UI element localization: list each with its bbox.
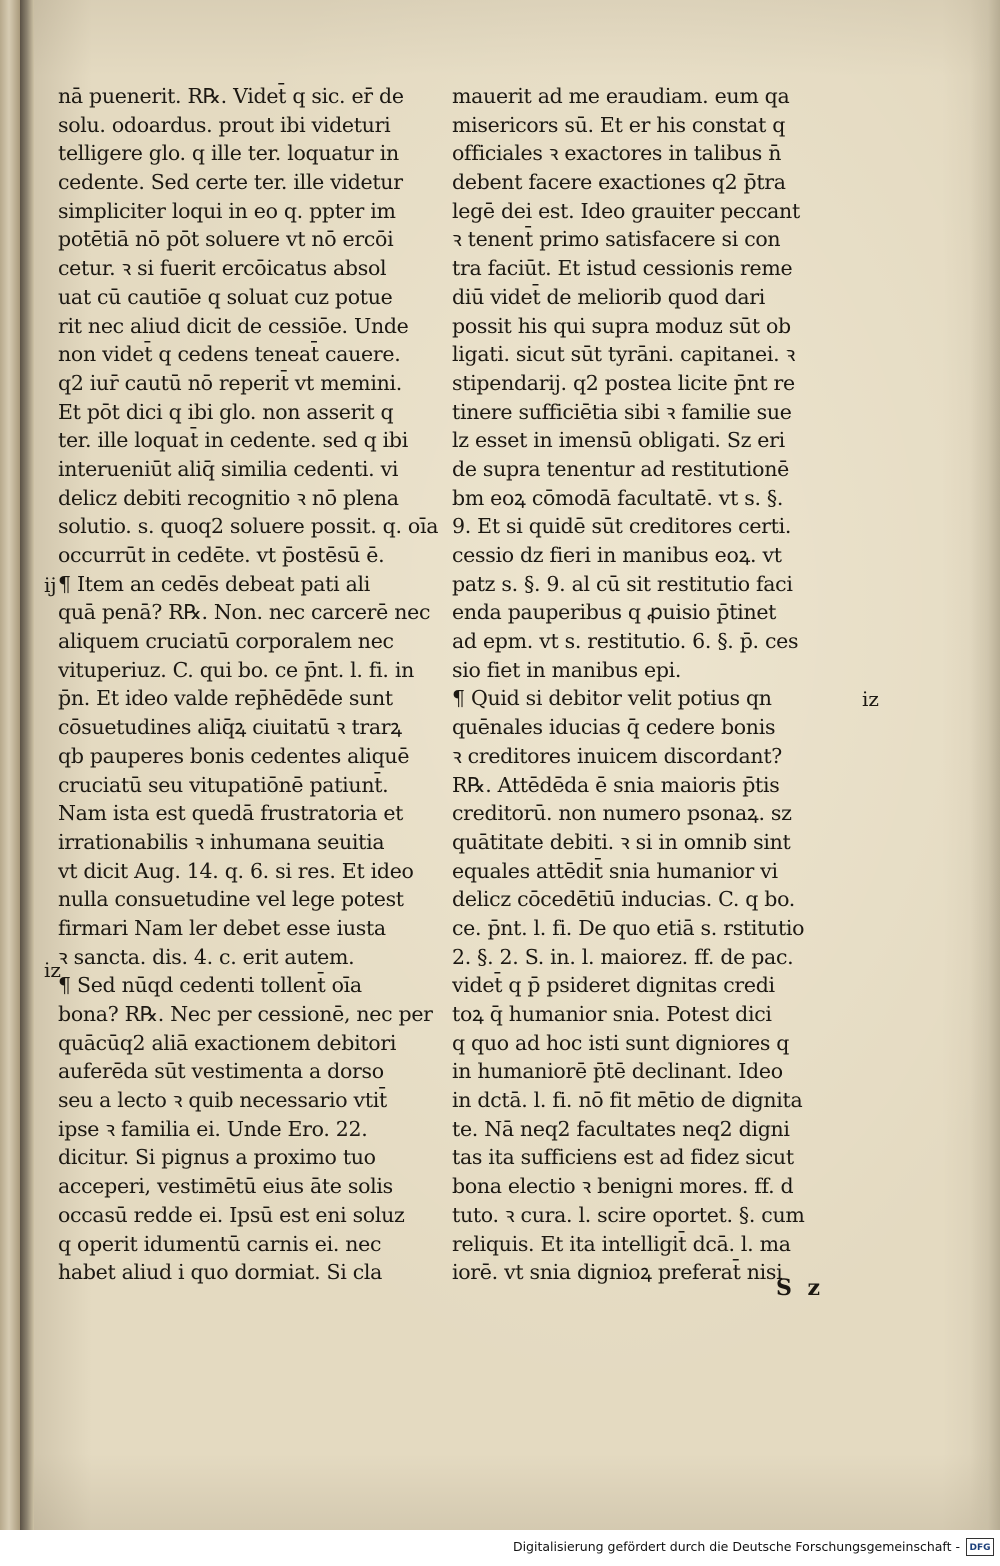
text-line: quātitate debiti. ꝛ si in omnib sint	[452, 829, 791, 854]
text-line: interueniūt aliq̄ similia cedenti. vi	[58, 456, 399, 481]
dfg-logo-icon: DFG	[966, 1538, 994, 1556]
text-line: quā penā? R℞. Non. nec carcerē nec	[58, 600, 431, 625]
book-gutter	[20, 0, 34, 1530]
text-line: in humaniorē p̄tē declinant. Ideo	[452, 1059, 783, 1084]
text-line: bona electio ꝛ benigni mores. ff. d	[452, 1174, 794, 1199]
text-line: ter. ille loquat̄ in cedente. sed q ibi	[58, 428, 408, 453]
text-line: toꝝ q̄ humanior snia. Potest dici	[452, 1002, 772, 1026]
text-line: vituperiuz. C. qui bo. ce p̄nt. l. fi. in	[58, 657, 414, 682]
text-line: ipse ꝛ familia ei. Unde Ero. 22.	[58, 1116, 368, 1141]
text-line: 2. §. 2. S. in. l. maiorez. ff. de pac.	[452, 944, 794, 969]
text-line: 9. Et si quidē sūt creditores certi.	[452, 514, 792, 539]
text-line: ligati. sicut sūt tyrāni. capitanei. ꝛ	[452, 342, 795, 367]
text-line: creditorū. non numero psonaꝝ. sz	[452, 801, 792, 826]
text-line: cessio dz fieri in manibus eoꝝ. vt	[452, 543, 782, 567]
text-line: Et pōt dici q ibi glo. non asserit q	[58, 399, 394, 424]
text-line: nā puenerit. R℞. Videt̄ q sic. er̄ de	[58, 84, 404, 108]
text-line: ¶ Item an cedēs debeat pati ali	[58, 571, 371, 596]
marginal-number-left-11: ij	[44, 573, 57, 597]
text-line: R℞. Attēdēda ē snia maioris p̄tis	[452, 772, 780, 797]
text-line: cetur. ꝛ si fuerit ercōicatus absol	[58, 256, 387, 281]
text-line: iorē. vt snia dignioꝝ preferat̄ nisi	[452, 1260, 783, 1285]
text-line: ꝛ tenent̄ primo satisfacere si con	[452, 227, 781, 252]
text-line: auferēda sūt vestimenta a dorso	[58, 1059, 384, 1084]
text-line: vt dicit Aug. 14. q. 6. si res. Et ideo	[58, 858, 414, 883]
text-line: rit nec aliud dicit de cessiōe. Unde	[58, 313, 409, 338]
funding-credit: Digitalisierung gefördert durch die Deutsche Forschungsgemeinschaft -	[512, 1539, 960, 1554]
text-line: sio fiet in manibus epi.	[452, 657, 682, 682]
text-line: ¶ Sed nūqd cedenti tollent̄ oīa	[58, 973, 362, 998]
text-line: delicz debiti recognitio ꝛ nō plena	[58, 485, 399, 510]
text-line: ce. p̄nt. l. fi. De quo etiā s. rstitutio	[452, 915, 805, 940]
text-line: solutio. s. quoq2 soluere possit. q. oīa	[58, 514, 438, 539]
text-line: qb pauperes bonis cedentes aliquē	[58, 743, 410, 768]
text-line: reliquis. Et ita intelligit̄ dcā. l. ma	[452, 1231, 791, 1256]
text-line: tinere sufficiētia sibi ꝛ familie sue	[452, 399, 792, 424]
text-line: de supra tenentur ad restitutionē	[452, 456, 789, 481]
text-line: enda pauperibus q ꝓuisio p̄tinet	[452, 600, 777, 625]
text-line: ꝛ creditores inuicem discordant?	[452, 743, 782, 768]
marginal-number-left-12: iz	[44, 958, 61, 982]
text-line: occurrūt in cedēte. vt p̄ostēsū ē.	[58, 543, 385, 567]
text-line: debent facere exactiones q2 p̄tra	[452, 170, 786, 195]
text-line: ꝛ sancta. dis. 4. c. erit autem.	[58, 944, 355, 969]
text-line: ¶ Quid si debitor velit potius qn	[452, 686, 772, 711]
text-line: te. Nā neq2 facultates neq2 digni	[452, 1116, 790, 1141]
text-line: simpliciter loqui in eo q. ppter im	[58, 198, 396, 223]
text-line: firmari Nam ler debet esse iusta	[58, 915, 386, 940]
footer-bar	[0, 1530, 1000, 1566]
text-line: telligere glo. q ille ter. loquatur in	[58, 141, 399, 166]
marginal-number-right-13: iz	[862, 687, 879, 711]
text-line: tuto. ꝛ cura. l. scire oportet. §. cum	[452, 1202, 805, 1227]
text-line: non videt̄ q cedens teneat̄ cauere.	[58, 342, 401, 367]
text-line: quēnales iducias q̄ cedere bonis	[452, 715, 776, 740]
text-line: tra faciūt. Et istud cessionis reme	[452, 256, 793, 281]
page-fore-edge	[970, 0, 1000, 1530]
text-line: occasū redde ei. Ipsū est eni soluz	[58, 1202, 405, 1227]
text-line: tas ita sufficiens est ad fidez sicut	[452, 1145, 794, 1170]
text-line: quācūq2 aliā exactionem debitori	[58, 1030, 397, 1055]
text-line: habet aliud i quo dormiat. Si cla	[58, 1260, 383, 1285]
text-line: misericors sū. Et er his constat q	[452, 112, 786, 137]
text-line: seu a lecto ꝛ quib necessario vtit̄	[58, 1088, 387, 1113]
text-line: equales attēdit̄ snia humanior vi	[452, 858, 778, 883]
text-line: patz s. §. 9. al cū sit restitutio faci	[452, 571, 793, 596]
text-line: p̄n. Et ideo valde rep̄hēdēde sunt	[58, 686, 393, 711]
text-line: ad epm. vt s. restitutio. 6. §. p̄. ces	[452, 629, 799, 654]
text-line: cedente. Sed certe ter. ille videtur	[58, 170, 403, 195]
text-line: q quo ad hoc isti sunt digniores q	[452, 1030, 790, 1055]
text-line: irrationabilis ꝛ inhumana seuitia	[58, 829, 385, 854]
text-line: lz esset in imensū obligati. Sz eri	[452, 428, 785, 453]
text-line: acceperi, vestimētū eius āte solis	[58, 1174, 393, 1199]
text-line: bona? R℞. Nec per cessionē, nec per	[58, 1002, 433, 1026]
right-text-column	[452, 82, 857, 1287]
text-line: delicz cōcedētiū inducias. C. q bo.	[452, 887, 796, 912]
text-line: nulla consuetudine vel lege potest	[58, 887, 404, 912]
text-line: Nam ista est quedā frustratoria et	[58, 801, 404, 826]
text-line: q2 iur̄ cautū nō reperit̄ vt memini.	[58, 370, 402, 395]
text-line: in dctā. l. fi. nō fit mētio de dignita	[452, 1088, 803, 1113]
text-line: legē dei est. Ideo grauiter peccant	[452, 198, 800, 223]
text-line: solu. odoardus. prout ibi videturi	[58, 112, 391, 137]
text-line: possit his qui supra moduz sūt ob	[452, 313, 791, 338]
left-text-column	[58, 82, 438, 1287]
facing-page-edge	[0, 0, 20, 1530]
text-line: q operit idumentū carnis ei. nec	[58, 1231, 382, 1256]
text-line: aliquem cruciatū corporalem nec	[58, 629, 394, 654]
text-line: potētiā nō pōt soluere vt nō ercōi	[58, 227, 394, 252]
text-line: uat cū cautiōe q soluat cuz potue	[58, 284, 393, 309]
text-line: videt̄ q p̄ psideret dignitas credi	[452, 973, 775, 998]
text-line: cōsuetudines aliq̄ꝝ ciuitatū ꝛ trarꝝ	[58, 715, 402, 740]
signature-mark: S z	[776, 1275, 825, 1301]
text-line: mauerit ad me eraudiam. eum qa	[452, 84, 790, 108]
text-line: officiales ꝛ exactores in talibus n̄	[452, 141, 782, 166]
text-line: diū videt̄ de meliorib quod dari	[452, 284, 766, 309]
text-line: stipendarij. q2 postea licite p̄nt re	[452, 370, 795, 395]
text-line: bm eoꝝ cōmodā facultatē. vt s. §.	[452, 485, 784, 510]
text-line: dicitur. Si pignus a proximo tuo	[58, 1145, 376, 1170]
text-line: cruciatū seu vitupatiōnē patiunt̄.	[58, 772, 389, 797]
